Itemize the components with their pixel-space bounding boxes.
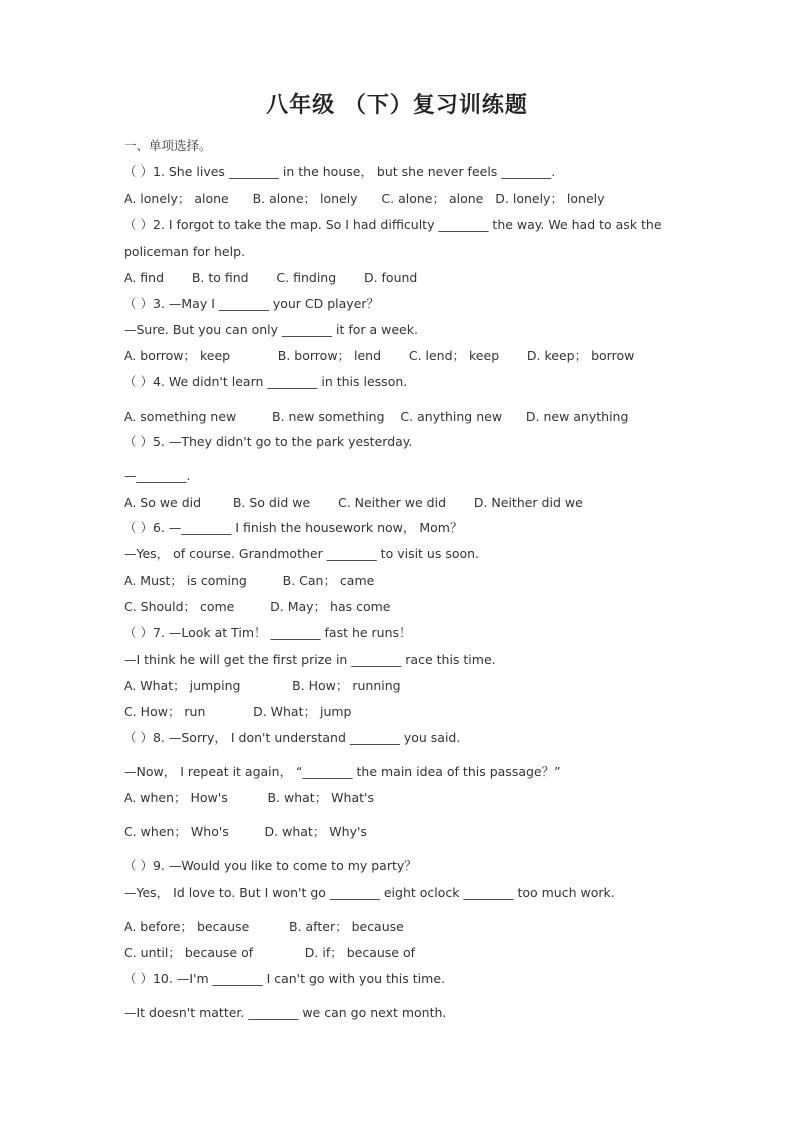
- question-4: （ ）4. We didn't learn ________ in this lesson.: [124, 374, 408, 389]
- question-8-options-cd: C. when； Who's D. what； Why's: [124, 824, 367, 839]
- question-8-reply: —Now， I repeat it again， “________ the main idea of this passage？”: [124, 764, 561, 779]
- question-7: （ ）7. —Look at Tim！ ________ fast he runs！: [124, 625, 412, 640]
- question-2-options: A. find B. to find C. finding D. found: [124, 270, 418, 285]
- question-9-options-cd: C. until； because of D. if； because of: [124, 945, 416, 960]
- question-4-options: A. something new B. new something C. anything new D. new anything: [124, 409, 629, 424]
- question-5-options: A. So we did B. So did we C. Neither we did D. Neither did we: [124, 495, 583, 510]
- question-7-reply: —I think he will get the first prize in ________ race this time.: [124, 652, 496, 667]
- question-3: （ ）3. —May I ________ your CD player？: [124, 296, 380, 311]
- question-9: （ ）9. —Would you like to come to my party？: [124, 858, 417, 873]
- question-10: （ ）10. —I'm ________ I can't go with you this time.: [124, 971, 445, 986]
- section-heading: 一、单项选择。: [124, 138, 212, 153]
- question-1: （ ）1. She lives ________ in the house， but she never feels ________.: [124, 164, 556, 179]
- question-5: （ ）5. —They didn't go to the park yesterday.: [124, 434, 413, 449]
- question-5-reply: —________.: [124, 468, 191, 483]
- question-8: （ ）8. —Sorry， I don't understand ________ you said.: [124, 730, 461, 745]
- question-2-continued: policeman for help.: [124, 244, 245, 259]
- question-8-options-ab: A. when； How's B. what； What's: [124, 790, 374, 805]
- question-9-options-ab: A. before； because B. after； because: [124, 919, 404, 934]
- document-title: 八年级 （下）复习训练题: [266, 93, 528, 118]
- question-3-reply: —Sure. But you can only ________ it for a week.: [124, 322, 418, 337]
- question-6-reply: —Yes， of course. Grandmother ________ to visit us soon.: [124, 546, 480, 561]
- question-10-reply: —It doesn't matter. ________ we can go next month.: [124, 1005, 447, 1020]
- question-6-options-cd: C. Should； come D. May； has come: [124, 599, 391, 614]
- question-7-options-cd: C. How； run D. What； jump: [124, 704, 352, 719]
- question-1-options: A. lonely； alone B. alone； lonely C. alone； alone D. lonely； lonely: [124, 191, 605, 206]
- question-2: （ ）2. I forgot to take the map. So I had difficulty ________ the way. We had to ask the: [124, 217, 662, 232]
- question-9-reply: —Yes， Id love to. But I won't go ________ eight oclock ________ too much work.: [124, 885, 615, 900]
- question-6: （ ）6. —________ I finish the housework now， Mom？: [124, 520, 463, 535]
- question-3-options: A. borrow； keep B. borrow； lend C. lend； keep D. keep； borrow: [124, 348, 635, 363]
- question-7-options-ab: A. What； jumping B. How； running: [124, 678, 401, 693]
- question-6-options-ab: A. Must； is coming B. Can； came: [124, 573, 375, 588]
